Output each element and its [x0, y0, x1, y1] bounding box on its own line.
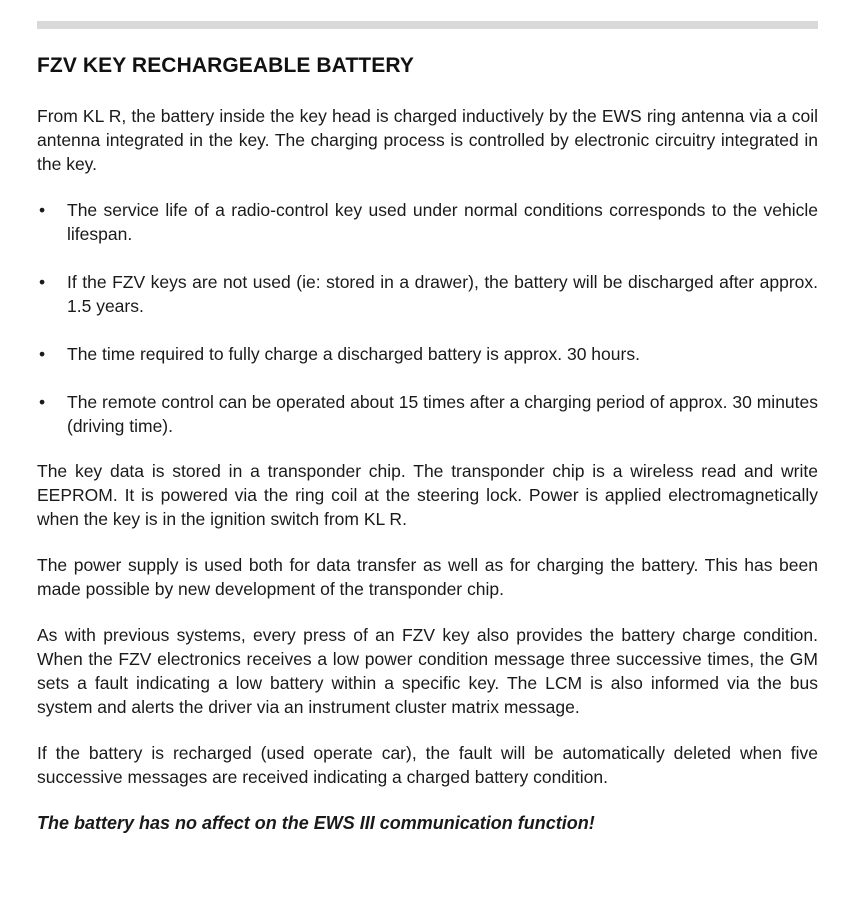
list-item	[37, 270, 818, 318]
list-item-text: The service life of a radio-control key used under normal conditions corresponds to the vehicle lifespan.	[67, 200, 818, 244]
top-rule	[37, 21, 818, 29]
bullet-list	[37, 198, 818, 438]
list-item-text: If the FZV keys are not used (ie: stored in a drawer), the battery will be discharged after approx. 1.5 years.	[67, 272, 818, 316]
list-item	[37, 342, 818, 366]
paragraph-recharge: If the battery is recharged (used operate car), the fault will be automatically deleted when five successive messages are received indicating a charged battery condition.	[37, 743, 818, 787]
bullet-icon: •	[39, 200, 46, 220]
paragraph-power-supply: The power supply is used both for data transfer as well as for charging the battery. This has been made possible by new development of the transponder chip.	[37, 555, 818, 599]
document-page	[37, 52, 818, 835]
list-item	[37, 198, 818, 246]
final-note: The battery has no affect on the EWS III communication function!	[37, 813, 595, 833]
paragraph-key-data: The key data is stored in a transponder chip. The transponder chip is a wireless read and write EEPROM. It is powered via the ring coil at the steering lock. Power is applied electromagnetically when the key is in the ignition switch from KL R.	[37, 461, 818, 529]
list-item-text: The remote control can be operated about 15 times after a charging period of approx. 30 minutes (driving time).	[67, 392, 819, 436]
bullet-icon: •	[39, 272, 46, 292]
bullet-icon: •	[39, 392, 46, 412]
bullet-icon: •	[39, 344, 46, 364]
page-title: FZV KEY RECHARGEABLE BATTERY	[37, 54, 414, 77]
list-item-text: The time required to fully charge a discharged battery is approx. 30 hours.	[67, 344, 640, 364]
intro-paragraph: From KL R, the battery inside the key head is charged inductively by the EWS ring antenna via a coil antenna integrated in the key. The charging process is controlled by electronic circuitry integrated in the key.	[37, 106, 818, 174]
paragraph-previous-systems: As with previous systems, every press of an FZV key also provides the battery charge condition. When the FZV electronics receives a low power condition message three successive times, the GM sets a fault indicating a low battery within a specific key. The LCM is also informed via the bus system and alerts the driver via an instrument cluster matrix message.	[37, 625, 818, 717]
list-item	[37, 390, 818, 438]
